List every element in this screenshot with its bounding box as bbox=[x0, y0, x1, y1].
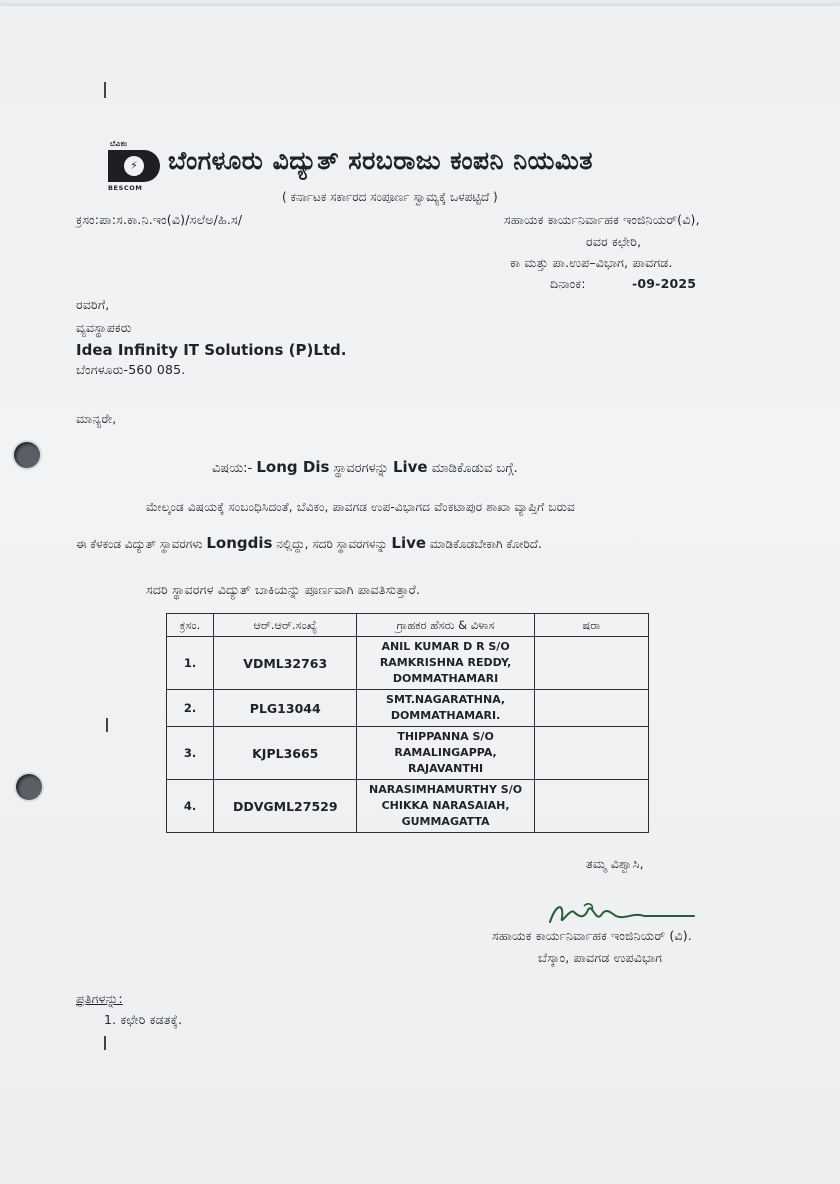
para-en-longdis: Longdis bbox=[206, 534, 273, 552]
sender-line-2: ರವರ ಕಛೇರಿ, bbox=[586, 234, 642, 249]
paragraph-1-line-2 bbox=[76, 534, 542, 552]
subject-prefix: ವಿಷಯ:- bbox=[212, 461, 253, 476]
subject-kn-1: ಸ್ಥಾವರಗಳನ್ನು bbox=[333, 461, 389, 476]
letter-page bbox=[0, 6, 840, 1184]
cell-address: THIPPANNA S/O RAMALINGAPPA, RAJAVANTHI bbox=[357, 727, 534, 780]
sender-line-1: ಸಹಾಯಕ ಕಾರ್ಯನಿರ್ವಾಹಕ ಇಂಜಿನಿಯರ್(ವಿ), bbox=[504, 212, 700, 227]
org-tagline: ( ಕರ್ನಾಟಕ ಸರ್ಕಾರದ ಸಂಪೂರ್ಣ ಸ್ವಾಮ್ಯಕ್ಕೆ ಒಳಪಟ್ಟಿದೆ ) bbox=[282, 190, 498, 204]
copies-item-1: 1. ಕಛೇರಿ ಕಡತಕ್ಕೆ. bbox=[104, 1012, 183, 1027]
closing-designation: ಸಹಾಯಕ ಕಾರ್ಯನಿರ್ವಾಹಕ ಇಂಜಿನಿಯರ್ (ವಿ). bbox=[492, 928, 692, 943]
recipient-to: ರವರಿಗೆ, bbox=[76, 297, 110, 312]
para-kn-e: ಮಾಡಿಕೊಡಬೇಕಾಗಿ ಕೋರಿದೆ. bbox=[429, 537, 542, 551]
cell-sl: 4. bbox=[167, 780, 214, 833]
header-name-address: ಗ್ರಾಹಕರ ಹೆಸರು & ವಿಳಾಸ bbox=[357, 614, 534, 637]
bescom-logo bbox=[106, 140, 162, 192]
installations-table bbox=[166, 613, 649, 833]
header-sl: ಕ್ರಸಂ. bbox=[167, 614, 214, 637]
logo-bottom-text: BESCOM bbox=[108, 184, 143, 192]
cell-sl: 3. bbox=[167, 727, 214, 780]
closing-office: ಬೆಸ್ಕಾಂ, ಪಾವಗಡ ಉಪವಿಭಾಗ bbox=[538, 950, 663, 965]
subject-en-1: Long Dis bbox=[256, 458, 330, 476]
header-remarks: ಷರಾ bbox=[534, 614, 648, 637]
cell-rr-no: VDML32763 bbox=[214, 637, 357, 690]
recipient-company: Idea Infinity IT Solutions (P)Ltd. bbox=[76, 341, 347, 359]
table-row bbox=[167, 727, 649, 780]
cell-address: ANIL KUMAR D R S/O RAMKRISHNA REDDY, DOMMATHAMARI bbox=[357, 637, 534, 690]
cell-rr-no: KJPL3665 bbox=[214, 727, 357, 780]
table-row bbox=[167, 690, 649, 727]
logo-top-text: ಬೆವಿಕಂ bbox=[110, 140, 128, 148]
paragraph-2: ಸದರಿ ಸ್ಥಾವರಗಳ ವಿದ್ಯುತ್ ಬಾಕಿಯನ್ನು ಪೂರ್ಣವಾಗಿ ಪಾವತಿಸುತ್ತಾರೆ. bbox=[146, 582, 421, 597]
logo-mark-icon: ⚡ bbox=[108, 150, 160, 182]
subject-en-2: Live bbox=[392, 458, 428, 476]
org-name: ಬೆಂಗಳೂರು ವಿದ್ಯುತ್ ಸರಬರಾಜು ಕಂಪನಿ ನಿಯಮಿತ bbox=[168, 146, 594, 175]
stray-mark bbox=[104, 82, 106, 98]
reference-number: ಕ್ರಸಂ:ಪಾ:ಸ.ಕಾ.ನಿ.ಇಂ(ವಿ)/ಸಲೆಅ/ಹಿ.ಸ/ bbox=[76, 212, 243, 227]
recipient-city: ಬೆಂಗಳೂರು-560 085. bbox=[76, 362, 186, 377]
para-kn-a: ಈ ಕೆಳಕಂಡ ವಿದ್ಯುತ್ ಸ್ಥಾವರಗಳು bbox=[76, 537, 203, 551]
closing-yours: ತಮ್ಮ ವಿಶ್ವಾಸಿ, bbox=[586, 856, 644, 871]
cell-sl: 1. bbox=[167, 637, 214, 690]
salutation: ಮಾನ್ಯರೇ, bbox=[76, 411, 117, 426]
subject-kn-2: ಮಾಡಿಕೊಡುವ ಬಗ್ಗೆ. bbox=[431, 461, 518, 476]
recipient-title: ವ್ಯವಸ್ಥಾಪಕರು bbox=[76, 320, 132, 335]
punch-hole-top bbox=[14, 442, 40, 468]
para-en-live: Live bbox=[391, 534, 427, 552]
signature-image bbox=[544, 898, 704, 932]
date-label: ದಿನಾಂಕ: bbox=[550, 276, 586, 291]
header-rr-no: ಆರ್.ಆರ್.ಸಂಖ್ಯೆ bbox=[214, 614, 357, 637]
cell-address: SMT.NAGARATHNA, DOMMATHAMARI. bbox=[357, 690, 534, 727]
cell-rr-no: PLG13044 bbox=[214, 690, 357, 727]
sender-line-3: ಕಾ ಮತ್ತು ಪಾ.ಉಪ–ವಿಭಾಗ, ಪಾವಗಡ. bbox=[510, 255, 673, 270]
cell-remarks bbox=[534, 637, 648, 690]
cell-remarks bbox=[534, 780, 648, 833]
cell-remarks bbox=[534, 690, 648, 727]
punch-hole-bottom bbox=[16, 774, 42, 800]
table-header-row bbox=[167, 614, 649, 637]
cell-rr-no: DDVGML27529 bbox=[214, 780, 357, 833]
cell-address: NARASIMHAMURTHY S/O CHIKKA NARASAIAH, GUMMAGATTA bbox=[357, 780, 534, 833]
para-kn-c: ನಲ್ಲಿದ್ದು, ಸದರಿ ಸ್ಥಾವರಗಳನ್ನು bbox=[276, 537, 388, 551]
subject-line bbox=[212, 458, 518, 476]
cell-sl: 2. bbox=[167, 690, 214, 727]
stray-mark bbox=[106, 718, 108, 732]
date-value: -09-2025 bbox=[632, 276, 697, 291]
stray-mark bbox=[104, 1036, 106, 1050]
cell-remarks bbox=[534, 727, 648, 780]
copies-label: ಪ್ರತಿಗಳನ್ನು: bbox=[76, 991, 123, 1006]
table-row bbox=[167, 780, 649, 833]
paragraph-1-line-1: ಮೇಲ್ಕಂಡ ವಿಷಯಕ್ಕೆ ಸಂಬಂಧಿಸಿದಂತೆ, ಬೆವಿಕಂ, ಪಾವಗಡ ಉಪ-ವಿಭಾಗದ ವೆಂಕಟಾಪುರ ಶಾಖಾ ವ್ಯಾಪ್ತಿಗೆ ಬರುವ bbox=[146, 500, 575, 514]
table-row bbox=[167, 637, 649, 690]
